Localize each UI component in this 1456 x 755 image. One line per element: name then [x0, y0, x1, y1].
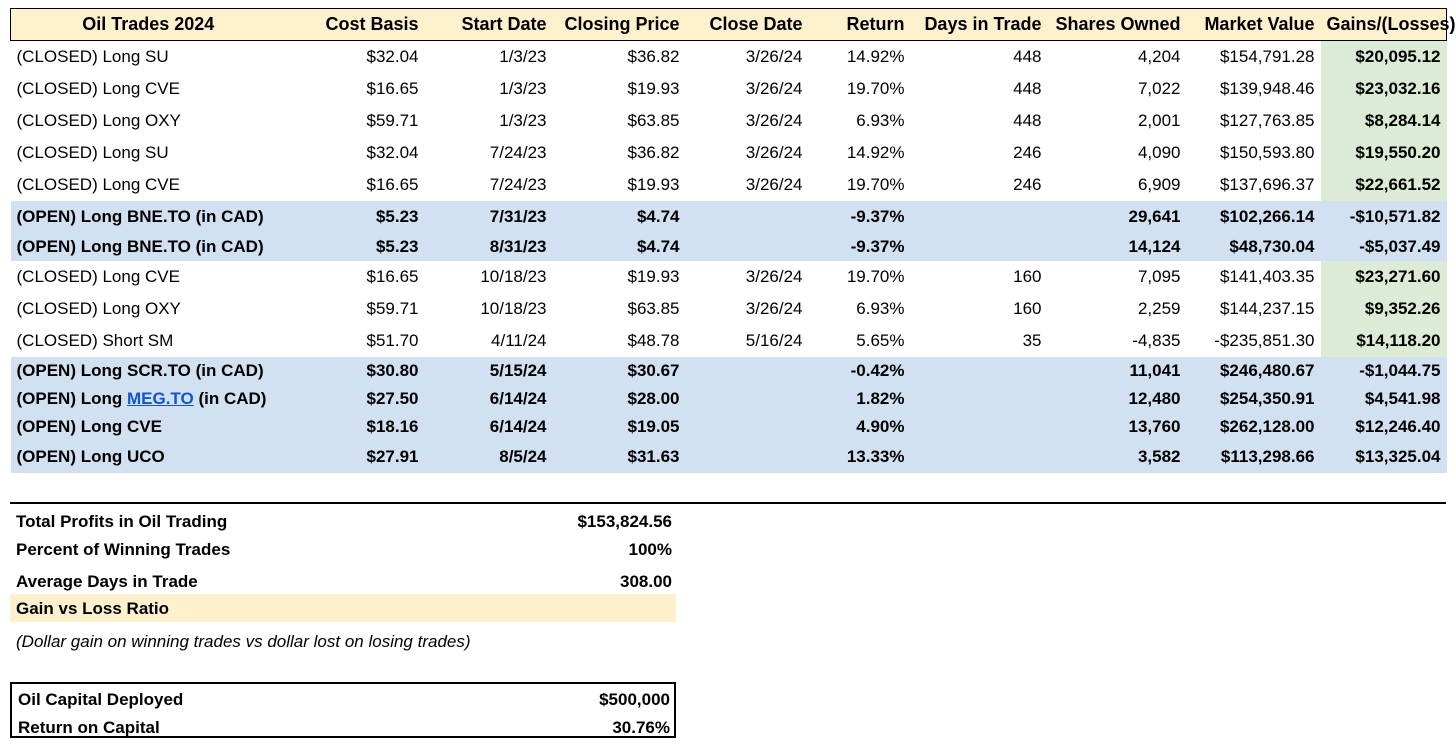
cell-cost-basis: $5.23: [286, 233, 425, 261]
trade-name-text: (CLOSED) Long SU: [16, 143, 169, 162]
column-header-shares-owned: Shares Owned: [1048, 9, 1187, 41]
cell-cost-basis: $18.16: [286, 413, 425, 441]
cell-shares-owned: -4,835: [1132, 331, 1181, 350]
cell-gains-losses: $13,325.04: [1321, 441, 1447, 473]
return-on-capital-row: [12, 713, 674, 741]
cell-close-date: 3/26/24: [745, 79, 803, 98]
cell-cost-basis: $30.80: [286, 357, 425, 385]
trade-name-text: (CLOSED) Long OXY: [16, 111, 181, 130]
cell-closing-price: $4.74: [553, 233, 686, 261]
cell-gains-losses: $9,352.26: [1321, 293, 1447, 325]
total-profits-label: Total Profits in Oil Trading: [16, 512, 228, 531]
cell-days-in-trade: [911, 385, 1048, 413]
cell-shares-owned: 11,041: [1048, 357, 1187, 385]
capital-deployed-value: $500,000: [599, 690, 670, 709]
cell-closing-price: $19.05: [553, 413, 686, 441]
cell-close-date: [686, 441, 809, 473]
cell-return: 1.82%: [809, 385, 911, 413]
average-days-label: Average Days in Trade: [16, 572, 198, 591]
cell-start-date: 10/18/23: [480, 267, 547, 286]
trade-name-text: (CLOSED) Short SM: [16, 331, 174, 350]
cell-return: 14.92%: [846, 143, 905, 162]
cell-gains-losses: -$5,037.49: [1321, 233, 1447, 261]
return-on-capital-value: 30.76%: [612, 718, 670, 737]
cell-days-in-trade: 160: [1013, 267, 1042, 286]
cell-market-value: -$235,851.30: [1214, 331, 1315, 350]
column-header-market-value: Market Value: [1187, 9, 1321, 41]
trade-name-text: (CLOSED) Long CVE: [16, 175, 180, 194]
cell-trade-name: [11, 233, 286, 261]
cell-gains-losses: $14,118.20: [1321, 325, 1447, 357]
cell-close-date: 3/26/24: [745, 111, 803, 130]
trade-name-text: (OPEN) Long BNE.TO (in CAD): [16, 207, 264, 226]
section-divider: [10, 502, 1446, 504]
trade-name-text: (CLOSED) Long CVE: [16, 267, 180, 286]
cell-start-date: 6/14/24: [425, 413, 553, 441]
cell-close-date: 5/16/24: [745, 331, 803, 350]
cell-return: 6.93%: [856, 111, 905, 130]
cell-days-in-trade: 160: [1013, 299, 1042, 318]
trade-name-text: (CLOSED) Long SU: [16, 47, 169, 66]
cell-start-date: 1/3/23: [499, 111, 547, 130]
cell-cost-basis: $59.71: [366, 299, 419, 318]
cell-close-date: 3/26/24: [745, 143, 803, 162]
cell-closing-price: $28.00: [553, 385, 686, 413]
cell-shares-owned: 7,022: [1137, 79, 1181, 98]
cell-trade-name: [11, 293, 286, 325]
cell-market-value: $246,480.67: [1187, 357, 1321, 385]
return-on-capital-label: Return on Capital: [18, 718, 160, 737]
cell-gains-losses: $4,541.98: [1321, 385, 1447, 413]
cell-start-date: 1/3/23: [499, 47, 547, 66]
cell-shares-owned: 2,001: [1137, 111, 1181, 130]
cell-trade-name: [11, 325, 286, 357]
cell-start-date: 7/24/23: [489, 143, 547, 162]
winning-trades-row: [10, 535, 676, 563]
table-row: [11, 325, 1447, 357]
cell-cost-basis: $27.50: [286, 385, 425, 413]
cell-shares-owned: 6,909: [1137, 175, 1181, 194]
trade-name-text: (OPEN) Long: [16, 389, 127, 408]
cell-days-in-trade: [911, 413, 1048, 441]
cell-cost-basis: $27.91: [286, 441, 425, 473]
table-row: [11, 73, 1447, 105]
cell-closing-price: $36.82: [627, 47, 680, 66]
cell-shares-owned: 13,760: [1048, 413, 1187, 441]
trade-name-suffix: (in CAD): [193, 389, 267, 408]
cell-closing-price: $63.85: [627, 111, 680, 130]
cell-shares-owned: 7,095: [1137, 267, 1181, 286]
gain-loss-ratio-note: (Dollar gain on winning trades vs dollar lost on losing trades): [16, 632, 471, 651]
cell-gains-losses: $12,246.40: [1321, 413, 1447, 441]
cell-gains-losses: $22,661.52: [1321, 169, 1447, 201]
table-row: [11, 201, 1447, 233]
trade-name-text: (CLOSED) Long CVE: [16, 79, 180, 98]
cell-start-date: 4/11/24: [491, 331, 547, 350]
cell-close-date: 3/26/24: [745, 175, 803, 194]
total-profits-value: $153,824.56: [577, 512, 672, 531]
cell-trade-name: [11, 105, 286, 137]
cell-start-date: 6/14/24: [425, 385, 553, 413]
average-days-value: 308.00: [620, 572, 672, 591]
cell-start-date: 7/24/23: [489, 175, 547, 194]
column-header-cost-basis: Cost Basis: [286, 9, 425, 41]
cell-closing-price: $63.85: [627, 299, 680, 318]
cell-gains-losses: $19,550.20: [1321, 137, 1447, 169]
cell-closing-price: $31.63: [553, 441, 686, 473]
cell-trade-name: [11, 261, 286, 293]
cell-closing-price: $19.93: [627, 175, 680, 194]
winning-trades-label: Percent of Winning Trades: [16, 540, 231, 559]
cell-start-date: 8/5/24: [425, 441, 553, 473]
cell-trade-name: [11, 41, 286, 74]
cell-trade-name: [11, 169, 286, 201]
cell-market-value: $262,128.00: [1187, 413, 1321, 441]
cell-close-date: [686, 385, 809, 413]
total-profits-row: [10, 507, 676, 535]
cell-return: 13.33%: [809, 441, 911, 473]
cell-shares-owned: 29,641: [1048, 201, 1187, 233]
cell-market-value: $144,237.15: [1219, 299, 1315, 318]
cell-market-value: $113,298.66: [1187, 441, 1321, 473]
table-row: [11, 105, 1447, 137]
cell-market-value: $150,593.80: [1219, 143, 1315, 162]
cell-closing-price: $48.78: [627, 331, 680, 350]
cell-start-date: 10/18/23: [480, 299, 547, 318]
table-header-row: [11, 9, 1447, 41]
cell-days-in-trade: [911, 357, 1048, 385]
cell-cost-basis: $16.65: [366, 79, 419, 98]
cell-cost-basis: $16.65: [366, 267, 419, 286]
cell-start-date: 1/3/23: [499, 79, 547, 98]
cell-return: 14.92%: [846, 47, 905, 66]
cell-closing-price: $19.93: [627, 267, 680, 286]
table-row: [11, 413, 1447, 441]
cell-close-date: 3/26/24: [745, 47, 803, 66]
cell-days-in-trade: 246: [1013, 175, 1042, 194]
cell-closing-price: $30.67: [553, 357, 686, 385]
cell-market-value: $127,763.85: [1219, 111, 1315, 130]
table-row: [11, 441, 1447, 473]
cell-cost-basis: $51.70: [366, 331, 419, 350]
trade-name-text: (CLOSED) Long OXY: [16, 299, 181, 318]
cell-market-value: $141,403.35: [1219, 267, 1315, 286]
winning-trades-value: 100%: [628, 540, 672, 559]
table-row: [11, 385, 1447, 413]
column-header-trade: Oil Trades 2024: [11, 9, 286, 41]
cell-days-in-trade: 35: [1022, 331, 1042, 350]
cell-close-date: [686, 201, 809, 233]
cell-market-value: $254,350.91: [1187, 385, 1321, 413]
cell-cost-basis: $32.04: [366, 47, 419, 66]
cell-days-in-trade: 246: [1013, 143, 1042, 162]
trade-name-text: (OPEN) Long SCR.TO (in CAD): [16, 361, 264, 380]
cell-market-value: $102,266.14: [1187, 201, 1321, 233]
cell-market-value: $137,696.37: [1219, 175, 1315, 194]
cell-market-value: $139,948.46: [1219, 79, 1315, 98]
capital-deployed-label: Oil Capital Deployed: [18, 690, 184, 709]
cell-days-in-trade: 448: [1013, 79, 1042, 98]
trade-name-text: (OPEN) Long CVE: [16, 417, 162, 436]
cell-return: -0.42%: [809, 357, 911, 385]
cell-days-in-trade: [911, 233, 1048, 261]
column-header-closing-price: Closing Price: [553, 9, 686, 41]
table-row: [11, 357, 1447, 385]
gain-loss-ratio-label: Gain vs Loss Ratio: [16, 599, 170, 618]
cell-start-date: 7/31/23: [425, 201, 553, 233]
cell-return: 4.90%: [809, 413, 911, 441]
column-header-gains-losses: Gains/(Losses): [1321, 9, 1447, 41]
cell-market-value: $154,791.28: [1219, 47, 1315, 66]
cell-return: 6.93%: [856, 299, 905, 318]
cell-close-date: [686, 233, 809, 261]
trade-name-text: (OPEN) Long BNE.TO (in CAD): [16, 237, 264, 256]
cell-trade-name: [11, 441, 286, 473]
cell-gains-losses: $23,271.60: [1321, 261, 1447, 293]
cell-market-value: $48,730.04: [1187, 233, 1321, 261]
cell-start-date: 8/31/23: [425, 233, 553, 261]
column-header-return: Return: [809, 9, 911, 41]
table-row: [11, 261, 1447, 293]
cell-return: 19.70%: [846, 175, 905, 194]
trade-name-text: (OPEN) Long UCO: [16, 447, 165, 466]
cell-shares-owned: 12,480: [1048, 385, 1187, 413]
cell-return: 19.70%: [846, 267, 905, 286]
cell-gains-losses: -$10,571.82: [1321, 201, 1447, 233]
table-row: [11, 169, 1447, 201]
cell-shares-owned: 4,204: [1137, 47, 1181, 66]
cell-days-in-trade: [911, 201, 1048, 233]
cell-closing-price: $19.93: [627, 79, 680, 98]
cell-closing-price: $36.82: [627, 143, 680, 162]
cell-start-date: 5/15/24: [425, 357, 553, 385]
column-header-start-date: Start Date: [425, 9, 553, 41]
cell-shares-owned: 14,124: [1048, 233, 1187, 261]
average-days-row: [10, 567, 676, 595]
oil-trades-table: [10, 8, 1456, 473]
cell-days-in-trade: 448: [1013, 111, 1042, 130]
cell-gains-losses: $20,095.12: [1321, 41, 1447, 74]
cell-gains-losses: -$1,044.75: [1321, 357, 1447, 385]
cell-return: 19.70%: [846, 79, 905, 98]
cell-cost-basis: $59.71: [366, 111, 419, 130]
table-row: [11, 137, 1447, 169]
capital-box: [10, 682, 676, 738]
cell-trade-name: [11, 385, 286, 413]
ticker-link[interactable]: MEG.TO: [126, 389, 194, 408]
cell-shares-owned: 3,582: [1048, 441, 1187, 473]
cell-shares-owned: 4,090: [1137, 143, 1181, 162]
cell-return: -9.37%: [809, 233, 911, 261]
cell-days-in-trade: 448: [1013, 47, 1042, 66]
cell-days-in-trade: [911, 441, 1048, 473]
cell-trade-name: [11, 137, 286, 169]
cell-return: -9.37%: [809, 201, 911, 233]
table-row: [11, 293, 1447, 325]
cell-close-date: [686, 413, 809, 441]
trade-rows: [11, 41, 1447, 474]
gain-loss-ratio-row: [10, 594, 676, 622]
cell-trade-name: [11, 357, 286, 385]
column-header-close-date: Close Date: [686, 9, 809, 41]
table-row: [11, 233, 1447, 261]
cell-gains-losses: $8,284.14: [1321, 105, 1447, 137]
cell-closing-price: $4.74: [553, 201, 686, 233]
cell-gains-losses: $23,032.16: [1321, 73, 1447, 105]
cell-cost-basis: $32.04: [366, 143, 419, 162]
cell-close-date: [686, 357, 809, 385]
cell-trade-name: [11, 73, 286, 105]
cell-cost-basis: $16.65: [366, 175, 419, 194]
cell-trade-name: [11, 413, 286, 441]
cell-close-date: 3/26/24: [745, 267, 803, 286]
column-header-days-in-trade: Days in Trade: [911, 9, 1048, 41]
cell-close-date: 3/26/24: [745, 299, 803, 318]
cell-cost-basis: $5.23: [286, 201, 425, 233]
cell-shares-owned: 2,259: [1137, 299, 1181, 318]
cell-return: 5.65%: [856, 331, 905, 350]
cell-trade-name: [11, 201, 286, 233]
table-row: [11, 41, 1447, 74]
capital-deployed-row: [12, 685, 674, 713]
